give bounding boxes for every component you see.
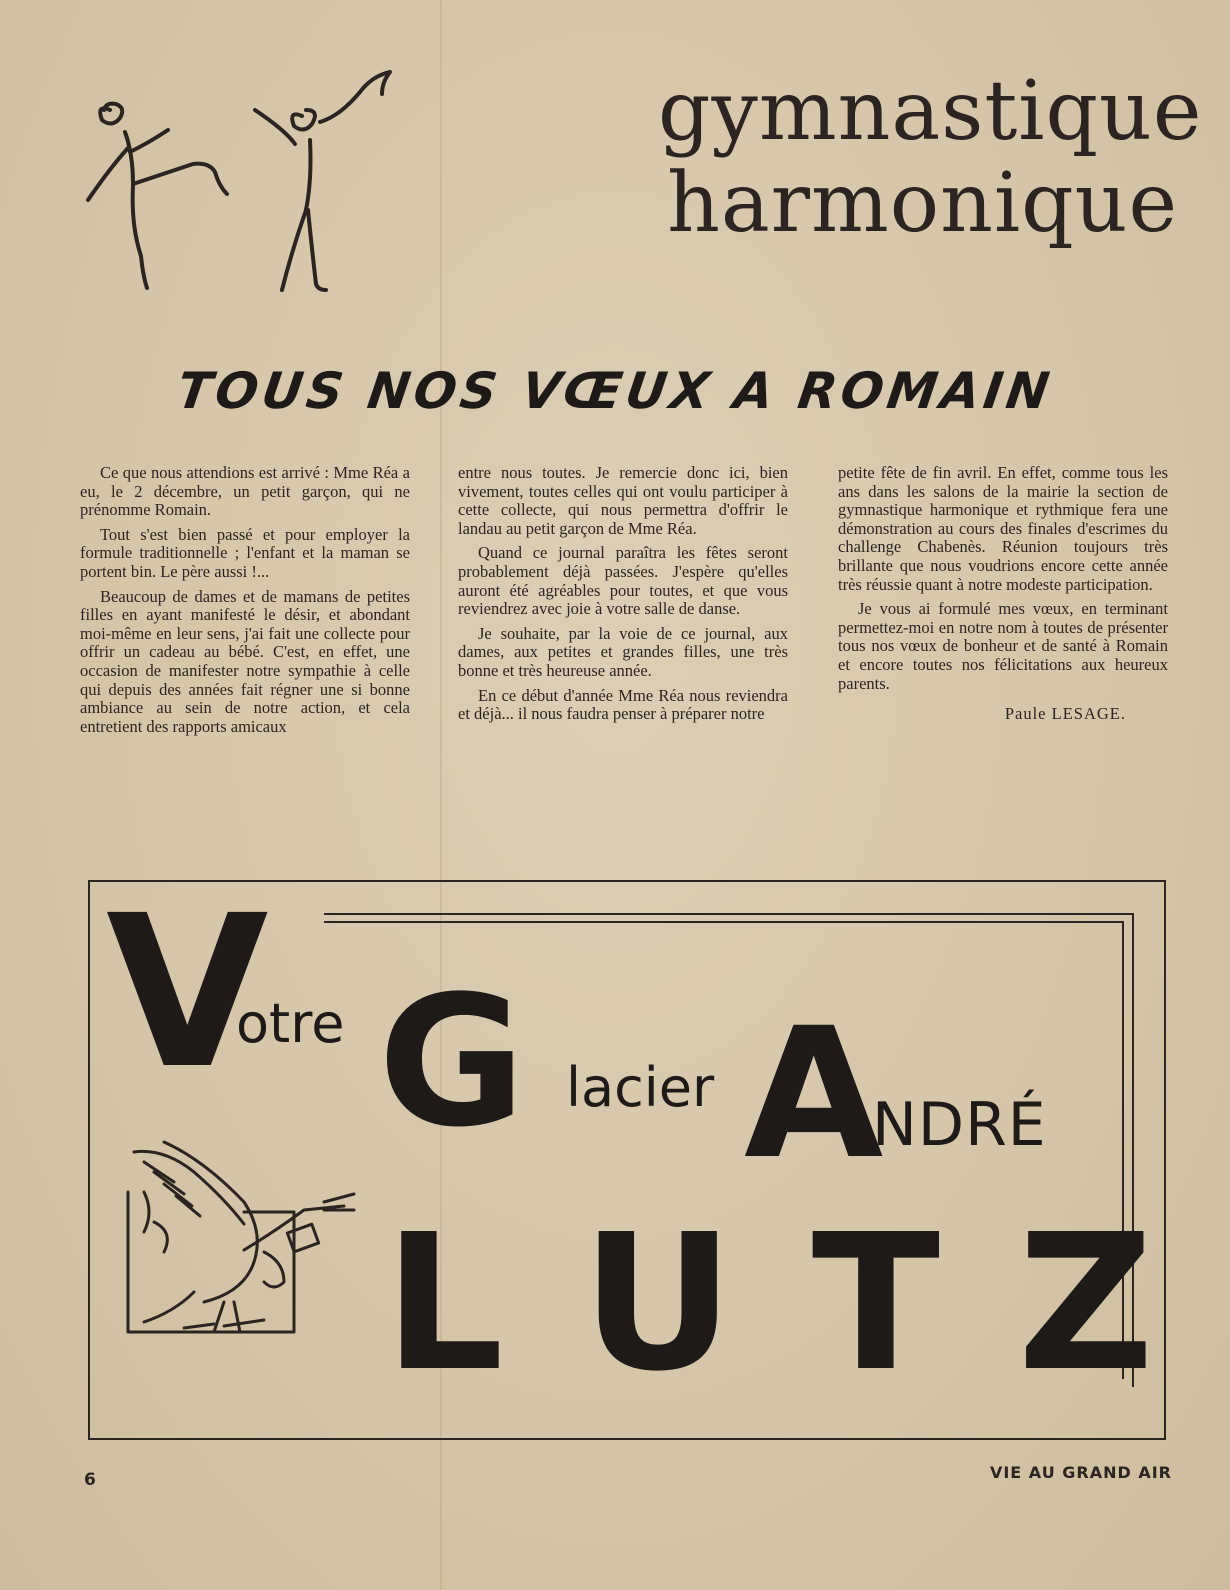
lutz-letter: U: [581, 1194, 735, 1413]
ad-word-ndre: NDRÉ: [872, 1090, 1047, 1160]
glacier-advertisement: [88, 870, 1164, 1440]
lutz-letter: L: [384, 1194, 504, 1413]
paragraph: Tout s'est bien passé et pour employer la formule traditionnelle ; l'enfant et la maman se portent bin. Le père aussi !...: [80, 524, 410, 581]
ad-word-otre: otre: [236, 992, 345, 1055]
stork-illustration-icon: [124, 1132, 364, 1342]
text-column-2: [458, 464, 788, 730]
paragraph: petite fête de fin avril. En effet, comme tous les ans dans les salons de la mairie la section de gymnastique harmonique et rythmique fera une démonstration au cours des finales d'escrimes du challenge Chabenès. Réunion toujours très brillante que nous voudrions encore cette année très réussie quant à notre modeste participation.: [838, 463, 1168, 594]
paragraph: Beaucoup de dames et de mamans de petites filles en ayant manifesté le désir, et abondant moi-même en leur sens, j'ai fait une collecte pour offrir un cadeau au bébé. C'est, en effet, une occasion de manifester notre sympathie à celle qui depuis des années fait régner une si bonne ambiance au sein de notre action, et cela entretient des rapports amicaux: [80, 586, 410, 736]
paragraph: Quand ce journal paraîtra les fêtes seront probablement déjà passées. J'espère qu'elles auront été agréables pour toutes, et que vous reviendrez avec joie à votre salle de danse.: [458, 543, 788, 619]
title-line-1: gymnastique: [658, 64, 1203, 159]
article-title: [658, 64, 1203, 251]
ad-word-lacier: lacier: [566, 1056, 715, 1119]
text-column-3: [838, 464, 1168, 724]
ad-letter-g: G: [378, 958, 526, 1167]
signature: Paule LESAGE.: [1004, 704, 1126, 724]
page-number: 6: [84, 1470, 96, 1490]
lutz-letter: Z: [1017, 1194, 1154, 1413]
ad-letter-a: A: [744, 990, 884, 1199]
paragraph: entre nous toutes. Je remercie donc ici, bien vivement, toutes celles qui ont voulu participer à cette collecte, qui nous permettra d'offrir le landau au petit garçon de Mme Réa.: [458, 463, 788, 538]
dancers-illustration-icon: [70, 70, 420, 310]
article-headline: TOUS NOS VŒUX A ROMAIN: [173, 362, 1057, 420]
paragraph: Je souhaite, par la voie de ce journal, aux dames, aux petites et grandes filles, une très bonne et très heureuse année.: [458, 623, 788, 680]
ad-word-lutz: [384, 1194, 1154, 1413]
lutz-letter: T: [811, 1194, 940, 1413]
text-column-1: [80, 464, 410, 742]
title-line-2: harmonique: [667, 156, 1178, 251]
paragraph: Ce que nous attendions est arrivé : Mme Réa a eu, le 2 décembre, un petit garçon, qui ne prénomme Romain.: [80, 463, 410, 520]
ad-letter-v: V: [106, 870, 269, 1115]
paragraph: En ce début d'année Mme Réa nous reviendra et déjà... il nous faudra penser à préparer notre: [458, 685, 788, 724]
paragraph: Je vous ai formulé mes vœux, en terminant permettez-moi en notre nom à toutes de présenter tous nos vœux de bonheur et de santé à Romain et encore toutes nos félicitations aux heureux parents.: [838, 599, 1168, 693]
magazine-name: VIE AU GRAND AIR: [989, 1463, 1172, 1482]
